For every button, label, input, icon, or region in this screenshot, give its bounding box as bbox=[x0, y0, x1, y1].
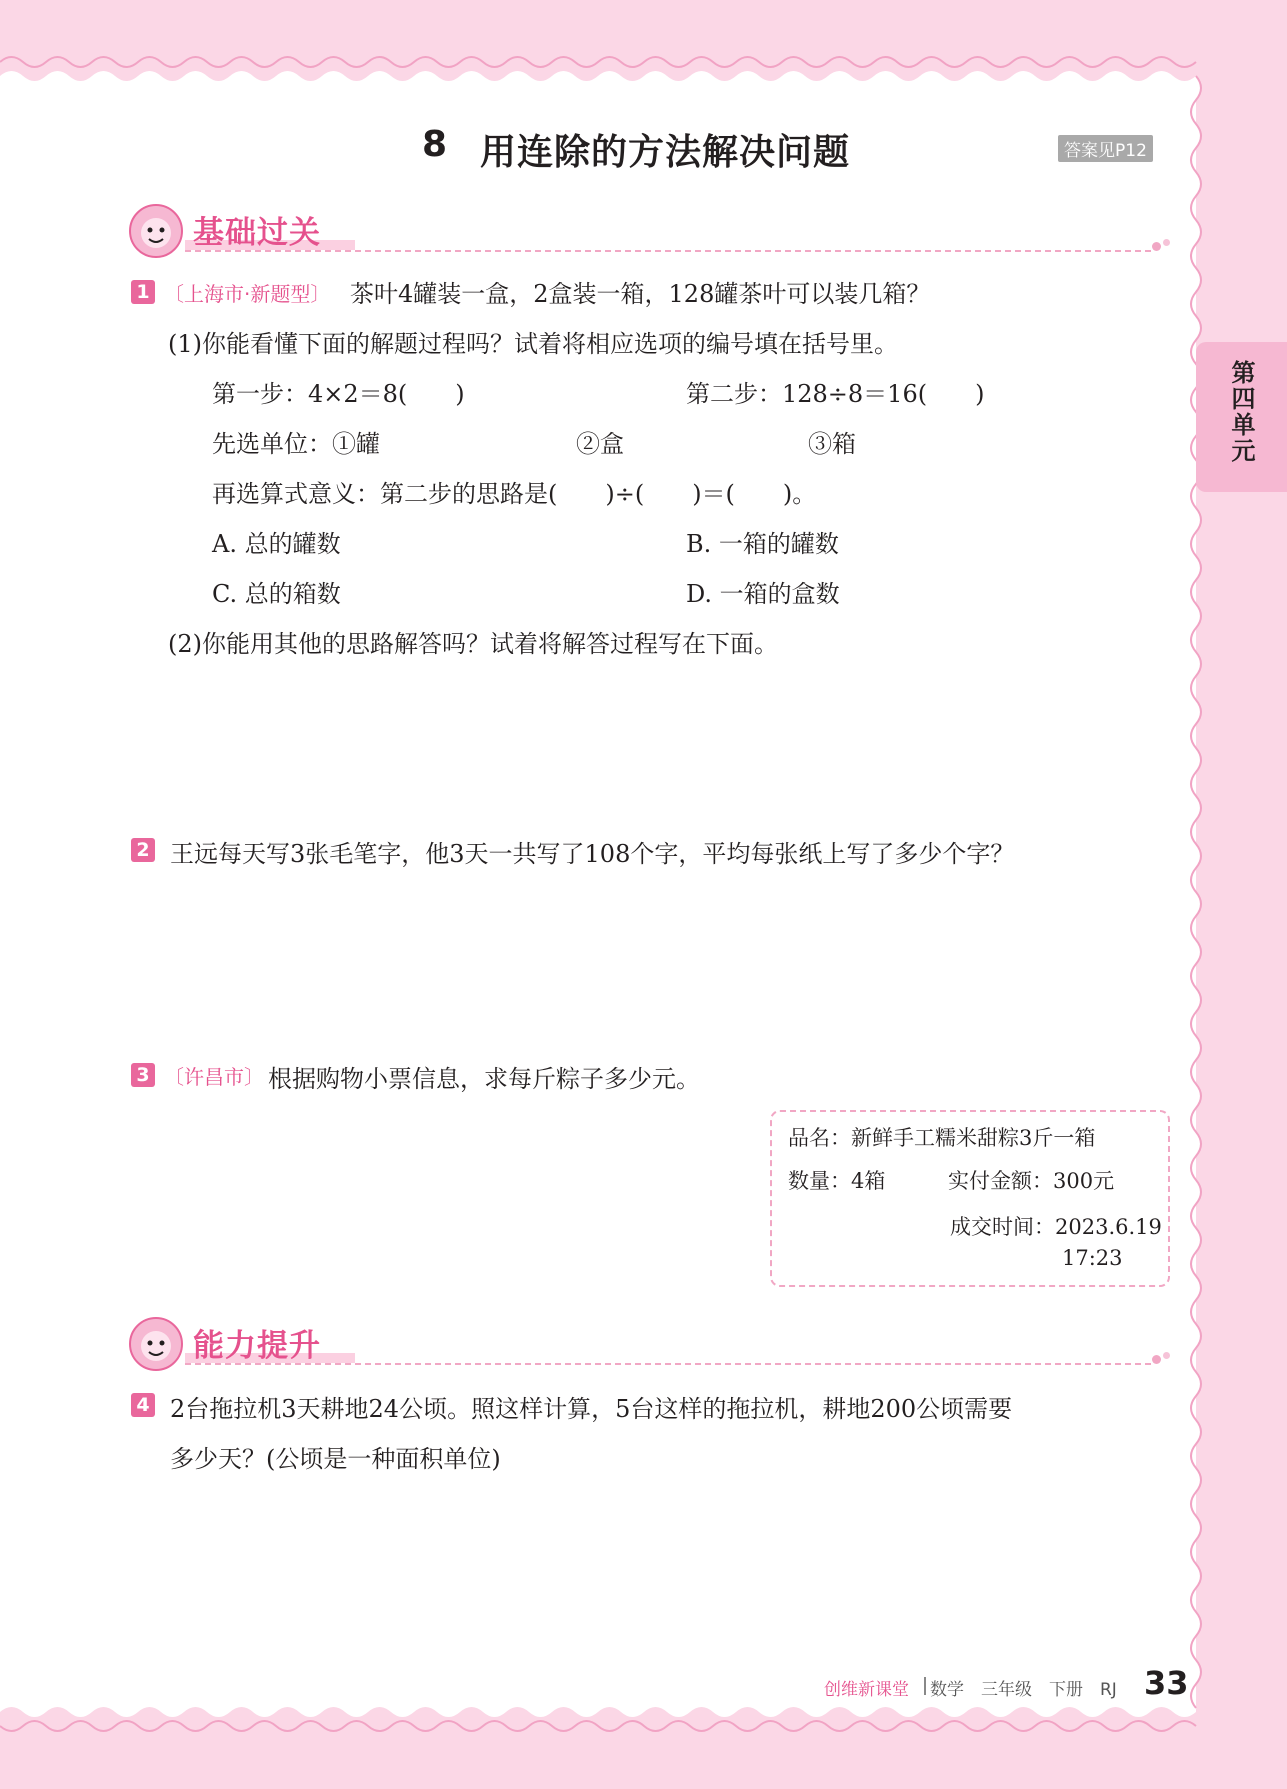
section-title-advanced: 能力提升 bbox=[193, 1328, 321, 1364]
question-number-1: 1 bbox=[131, 280, 155, 304]
divider-dot bbox=[1152, 1355, 1161, 1364]
question-source-tag: 〔上海市·新题型〕 bbox=[164, 282, 331, 306]
q1-part-1: (1)你能看懂下面的解题过程吗？试着将相应选项的编号填在括号里。 bbox=[168, 330, 898, 358]
shopping-receipt bbox=[770, 1110, 1170, 1287]
q1-step-2: 第二步：128÷8＝16( ) bbox=[686, 380, 985, 408]
lesson-number: 8 bbox=[422, 124, 448, 165]
page-number: 33 bbox=[1144, 1664, 1189, 1702]
divider-dot bbox=[1163, 239, 1170, 246]
footer-separator bbox=[924, 1677, 926, 1695]
question-2-text: 王远每天写3张毛笔字，他3天一共写了108个字，平均每张纸上写了多少个字？ bbox=[170, 840, 1015, 868]
question-1-text: 茶叶4罐装一盒，2盒装一箱，128罐茶叶可以装几箱？ bbox=[350, 280, 931, 308]
monkey-mascot-icon bbox=[128, 1316, 184, 1372]
question-number-2: 2 bbox=[131, 838, 155, 862]
q1-option-d: D. 一箱的盒数 bbox=[686, 580, 840, 608]
question-number-4: 4 bbox=[131, 1393, 155, 1417]
question-4-line-1: 2台拖拉机3天耕地24公顷。照这样计算，5台这样的拖拉机，耕地200公顷需要 bbox=[170, 1395, 1013, 1423]
question-3-text: 根据购物小票信息，求每斤粽子多少元。 bbox=[268, 1065, 700, 1093]
q1-unit-choice-1: 先选单位：①罐 bbox=[212, 430, 380, 458]
section-divider bbox=[185, 1363, 1151, 1365]
monkey-mascot-icon bbox=[128, 203, 184, 259]
q1-option-b: B. 一箱的罐数 bbox=[686, 530, 839, 558]
divider-dot bbox=[1163, 1352, 1170, 1359]
q1-meaning: 再选算式意义：第二步的思路是( )÷( )＝( )。 bbox=[212, 480, 817, 508]
receipt-time: 成交时间：2023.6.19 bbox=[950, 1215, 1162, 1239]
receipt-clock: 17:23 bbox=[1062, 1246, 1123, 1270]
footer-book-info: 数学 三年级 下册 RJ bbox=[930, 1680, 1117, 1700]
q1-option-c: C. 总的箱数 bbox=[212, 580, 341, 608]
page-title: 用连除的方法解决问题 bbox=[480, 132, 851, 173]
question-4-line-2: 多少天？(公顷是一种面积单位) bbox=[170, 1445, 501, 1473]
q1-option-a: A. 总的罐数 bbox=[212, 530, 341, 558]
unit-side-tab-label: 第四单元 bbox=[1227, 360, 1255, 464]
q1-unit-choice-3: ③箱 bbox=[808, 430, 856, 458]
section-divider bbox=[185, 250, 1151, 252]
receipt-quantity: 数量：4箱 bbox=[788, 1169, 886, 1193]
q1-step-1: 第一步：4×2＝8( ) bbox=[212, 380, 465, 408]
section-title-basic: 基础过关 bbox=[193, 215, 321, 251]
question-number-3: 3 bbox=[131, 1063, 155, 1087]
q1-unit-choice-2: ②盒 bbox=[576, 430, 624, 458]
receipt-amount-paid: 实付金额：300元 bbox=[948, 1169, 1115, 1193]
divider-dot bbox=[1152, 242, 1161, 251]
receipt-product: 品名：新鲜手工糯米甜粽3斤一箱 bbox=[788, 1126, 1096, 1150]
answer-reference-badge: 答案见P12 bbox=[1058, 135, 1153, 162]
q1-part-2: (2)你能用其他的思路解答吗？试着将解答过程写在下面。 bbox=[168, 630, 778, 658]
footer-brand: 创维新课堂 bbox=[824, 1680, 909, 1700]
unit-side-tab bbox=[1196, 342, 1287, 492]
question-source-tag: 〔许昌市〕 bbox=[164, 1065, 264, 1089]
